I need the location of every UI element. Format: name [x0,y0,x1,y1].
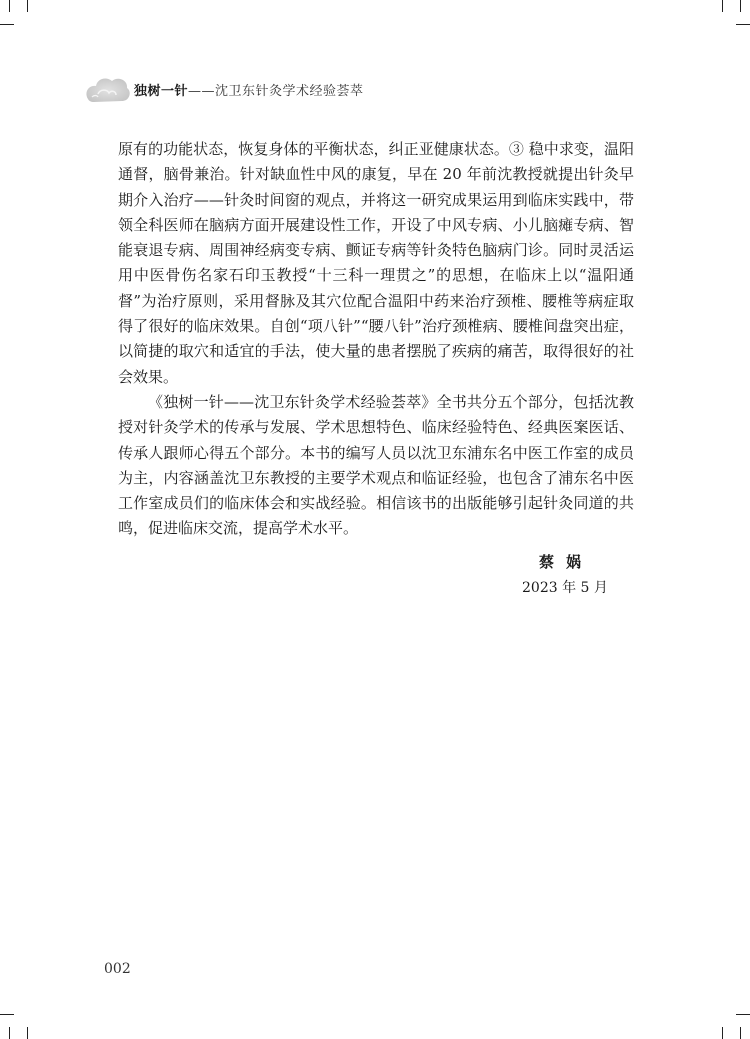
crop-mark-bottom-left-h [0,1014,14,1015]
crop-mark-bottom-left-v2 [9,1027,10,1039]
header-subtitle: ——沈卫东针灸学术经验荟萃 [188,84,364,99]
crop-mark-top-right-v2 [740,0,741,12]
crop-mark-top-right-v [722,0,723,12]
crop-mark-top-left-v2 [9,0,10,12]
crop-mark-top-left-h [0,24,14,25]
paragraph-1: 原有的功能状态，恢复身体的平衡状态，纠正亚健康状态。③ 稳中求变，温阳通督，脑骨兼治。针对缺血性中风的康复，早在 20 年前沈教授就提出针灸早期介入治疗——针灸时间窗的观点，并将这一研究成果运用到临床实践中，带领全科医师在脑病方面开展建设性工作，开设了中风专病、小儿脑瘫专病、智能衰退专病、周围神经病变专病、颤证专病等针灸特色脑病门诊。同时灵活运用中医骨伤名家石印玉教授“十三科一理贯之”的思想，在临床上以“温阳通督”为治疗原则，采用督脉及其穴位配合温阳中药来治疗颈椎、腰椎等病症取得了很好的临床效果。自创“项八针”“腰八针”治疗颈椎病、腰椎间盘突出症，以简捷的取穴和适宜的手法，使大量的患者摆脱了疾病的痛苦，取得很好的社会效果。 [118,140,634,386]
signature-author: 蔡娲 [538,553,593,571]
signature-date: 2023 年 5 月 [522,580,608,596]
cloud-ornament-icon [82,73,132,109]
crop-mark-bottom-right-v2 [740,1027,741,1039]
crop-mark-bottom-right-h [736,1014,750,1015]
header-book-title: 独树一针 [134,84,189,99]
body-text [118,137,634,542]
page-number: 002 [104,961,131,977]
paragraph-2: 《独树一针——沈卫东针灸学术经验荟萃》全书共分五个部分，包括沈教授对针灸学术的传承与发展、学术思想特色、临床经验特色、经典医案医话、传承人跟师心得五个部分。本书的编写人员以沈卫东浦东名中医工作室的成员为主，内容涵盖沈卫东教授的主要学术观点和临证经验，也包含了浦东名中医工作室成员们的临床体会和实战经验。相信该书的出版能够引起针灸同道的共鸣，促进临床交流，提高学术水平。 [118,392,634,538]
crop-mark-bottom-right-v [722,1027,723,1039]
crop-mark-bottom-left-v [27,1027,28,1039]
crop-mark-top-left-v [27,0,28,12]
crop-mark-top-right-h [736,24,750,25]
running-header [134,80,364,99]
